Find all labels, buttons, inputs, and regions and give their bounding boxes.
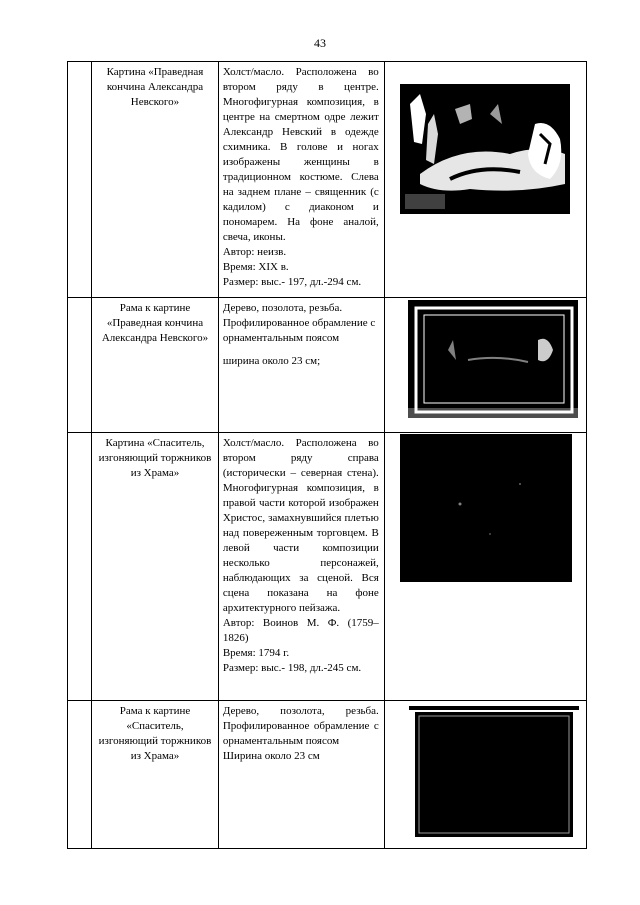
time-line: Время: 1794 г. — [222, 647, 290, 659]
size-line: Размер: выс.- 197, дл.-294 см. — [222, 276, 362, 288]
item-name: Рама к картине «Праведная кончина Александра Невского» — [92, 298, 219, 433]
table-row — [68, 298, 587, 433]
inventory-table — [67, 61, 587, 849]
author-line: Автор: неизв. — [222, 246, 287, 258]
item-description — [218, 701, 384, 849]
frame-photo — [408, 300, 578, 418]
item-name: Картина «Праведная кончина Александра Невского» — [92, 62, 219, 298]
item-description — [218, 62, 384, 298]
size-line: Размер: выс.- 198, дл.-245 см. — [222, 662, 362, 674]
number-cell — [68, 701, 92, 849]
item-name: Рама к картине «Спаситель, изгоняющий торжников из Храма» — [92, 701, 219, 849]
photo-cell — [384, 62, 586, 298]
photo-cell — [384, 433, 586, 701]
time-line: Время: XIX в. — [222, 261, 289, 273]
description-text: Дерево, позолота, резьба. Профилированное обрамление с орнаментальным поясом — [222, 705, 379, 747]
table-row — [68, 433, 587, 701]
number-cell — [68, 298, 92, 433]
number-cell — [68, 433, 92, 701]
painting-photo — [400, 434, 572, 582]
item-description — [218, 433, 384, 701]
frame-photo — [409, 704, 579, 844]
number-cell — [68, 62, 92, 298]
item-name: Картина «Спаситель, изгоняющий торжников из Храма» — [92, 433, 219, 701]
photo-cell — [384, 701, 586, 849]
description-text: Холст/масло. Расположена во втором ряду в центре. Многофигурная композиция, в центре на смертном одре лежит Александр Невский в одежде схимника. В голове и ногах изображены женщины в традиционном костюме. Слева на заднем плане – священник (с кадилом) с диаконом и пономарем. На фоне аналой, свеча, иконы. — [222, 66, 379, 243]
painting-photo — [400, 84, 570, 214]
table-row — [68, 62, 587, 298]
author-line: Автор: Воинов М. Ф. (1759–1826) — [222, 617, 379, 644]
width-line: ширина около 23 см; — [222, 355, 321, 367]
table-row — [68, 701, 587, 849]
item-description — [218, 298, 384, 433]
width-line: Ширина около 23 см — [222, 750, 320, 762]
description-text: Дерево, позолота, резьба. Профилированное обрамление с орнаментальным поясом — [222, 302, 376, 344]
page-number: 43 — [314, 36, 326, 50]
photo-cell — [384, 298, 586, 433]
description-text: Холст/масло. Расположена во втором ряду справа (исторически – северная стена). Многофигурная композиция, в правой части которой изображен Христос, замахнувшийся плетью над повереженным торговцем. В левой части композиции несколько персонажей, наблюдающих за сценой. Вся сцена показана на фоне архитектурного пейзажа. — [222, 437, 379, 614]
